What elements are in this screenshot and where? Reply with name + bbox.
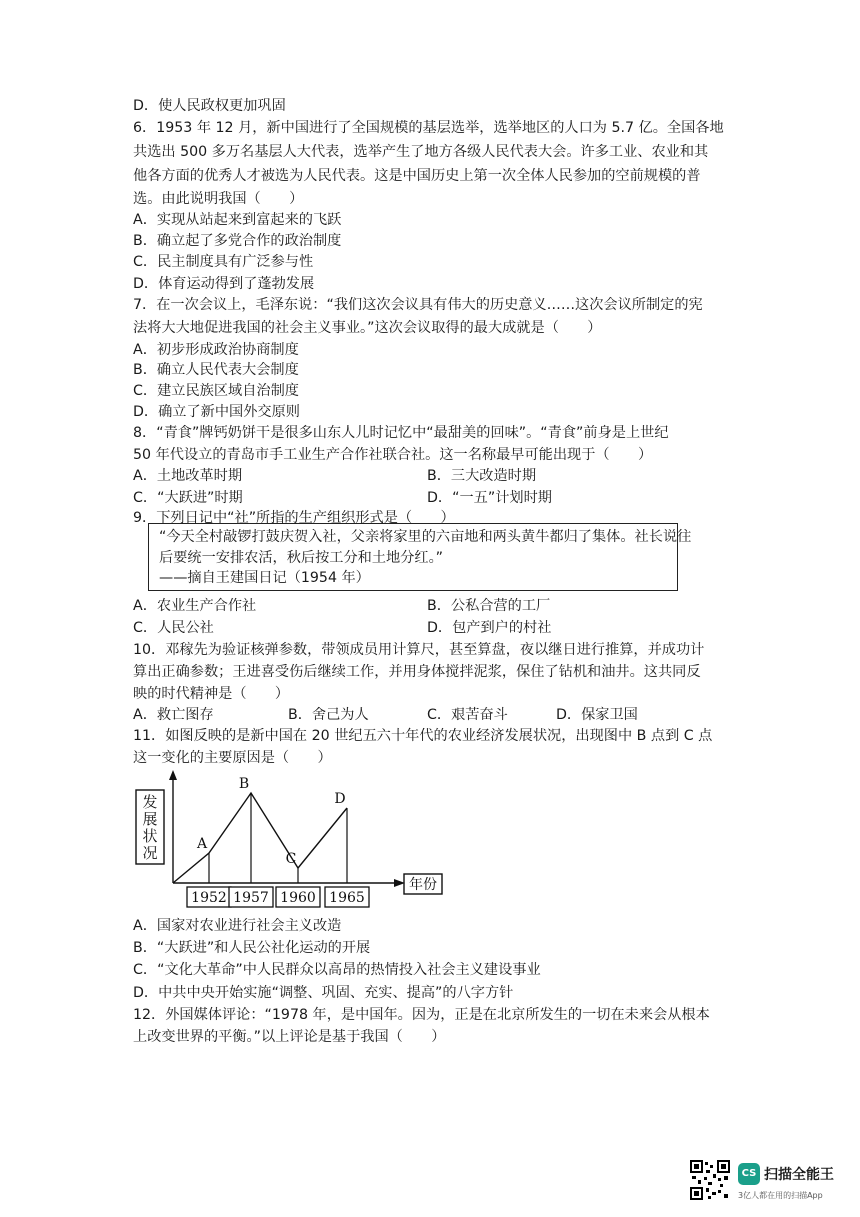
q11-option-c: C．“文化大革命”中人民群众以高昂的热情投入社会主义建设事业 [133, 962, 541, 978]
q8-option-c: C．“大跃进”时期 [133, 490, 243, 506]
q7-option-a: A．初步形成政治协商制度 [133, 342, 299, 358]
q8-option-d: D．“一五”计划时期 [427, 490, 552, 506]
q6-stem-line: 他各方面的优秀人才被选为人民代表。这是中国历史上第一次全体人民参加的空前规模的普 [133, 168, 701, 184]
q11-option-d: D．中共中央开始实施“调整、巩固、充实、提高”的八字方针 [133, 985, 514, 1001]
q12-stem-line: 12．外国媒体评论：“1978 年，是中国年。因为，正是在北京所发生的一切在未来会从根本 [133, 1007, 710, 1023]
q10-option-a: A．救亡图存 [133, 707, 214, 723]
q5-option-d: D．使人民政权更加巩固 [133, 98, 286, 114]
q8-stem-line: 50 年代设立的青岛市手工业生产合作社联合社。这一名称最早可能出现于（ ） [133, 447, 653, 463]
q10-stem-line: 10．邓稼先为验证核弹参数，带领成员用计算尺，甚至算盘，夜以继日进行推算，并成功计 [133, 642, 705, 658]
diary-quote-line: “今天全村敲锣打鼓庆贺入社，父亲将家里的六亩地和两头黄牛都归了集体。社长说往 [159, 529, 692, 545]
diary-quote-line: 后要统一安排农活，秋后按工分和土地分红。” [159, 550, 444, 566]
chart-year-label: 1965 [329, 890, 365, 906]
q9-stem-line: 9．下列日记中“社”所指的生产组织形式是（ ） [133, 510, 455, 526]
chart-year-label: 1952 [191, 890, 227, 906]
q10-option-b: B．舍己为人 [288, 707, 369, 723]
q9-option-a: A．农业生产合作社 [133, 598, 257, 614]
q12-stem-line: 上改变世界的平衡。”以上评论是基于我国（ ） [133, 1029, 446, 1045]
q9-option-d: D．包产到户的村社 [427, 620, 552, 636]
q8-stem-line: 8．“青食”牌钙奶饼干是很多山东人儿时记忆中“最甜美的回味”。“青食”前身是上世纪 [133, 425, 669, 441]
chart-y-axis-arrow [169, 770, 177, 780]
q8-option-a: A．土地改革时期 [133, 468, 243, 484]
chart-point-label: D [334, 791, 346, 807]
agriculture-development-chart [120, 770, 460, 920]
chart-point-label: C [285, 851, 297, 867]
q11-option-b: B．“大跃进”和人民公社化运动的开展 [133, 940, 371, 956]
chart-year-label: 1960 [280, 890, 316, 906]
q10-option-c: C．艰苦奋斗 [427, 707, 508, 723]
q10-stem-line: 算出正确参数；王进喜受伤后继续工作，并用身体搅拌泥浆，保住了钻机和油井。这共同反 [133, 664, 701, 680]
q6-option-a: A．实现从站起来到富起来的飞跃 [133, 212, 342, 228]
q10-option-d: D．保家卫国 [556, 707, 638, 723]
q7-stem-line: 法将大大地促进我国的社会主义事业。”这次会议取得的最大成就是（ ） [133, 320, 602, 336]
q7-stem-line: 7．在一次会议上，毛泽东说：“我们这次会议具有伟大的历史意义……这次会议所制定的宪 [133, 297, 703, 313]
diary-quote-box [148, 523, 692, 591]
q7-option-c: C．建立民族区域自治制度 [133, 383, 299, 399]
qr-code-icon [690, 1160, 730, 1200]
q9-option-c: C．人民公社 [133, 620, 214, 636]
chart-ylabel: 发展状况 [142, 793, 158, 862]
q10-stem-line: 映的时代精神是（ ） [133, 686, 290, 702]
q11-stem-line: 11．如图反映的是新中国在 20 世纪五六十年代的农业经济发展状况，出现图中 B 点到 C 点 [133, 728, 713, 744]
q6-option-b: B．确立起了多党合作的政治制度 [133, 233, 342, 249]
q6-stem-line: 6．1953 年 12 月，新中国进行了全国规模的基层选举，选举地区的人口为 5.7 亿。全国各地 [133, 120, 724, 136]
footer-app-name: 扫描全能王 [764, 1167, 834, 1183]
chart-year-label: 1957 [233, 890, 269, 906]
chart-point-label: B [238, 776, 250, 792]
q7-option-b: B．确立人民代表大会制度 [133, 362, 299, 378]
q6-stem-line: 选。由此说明我国（ ） [133, 191, 304, 207]
q6-option-c: C．民主制度具有广泛参与性 [133, 254, 314, 270]
chart-xlabel: 年份 [409, 877, 437, 893]
q7-option-d: D．确立了新中国外交原则 [133, 404, 300, 420]
camscanner-logo-icon: CS [738, 1163, 760, 1185]
chart-point-label: A [196, 836, 208, 852]
q6-stem-line: 共选出 500 多万名基层人大代表，选举产生了地方各级人民代表大会。许多工业、农业和其 [133, 144, 709, 160]
q11-option-a: A．国家对农业进行社会主义改造 [133, 918, 342, 934]
q8-option-b: B．三大改造时期 [427, 468, 537, 484]
q6-option-d: D．体育运动得到了蓬勃发展 [133, 276, 315, 292]
q9-option-b: B．公私合营的工厂 [427, 598, 551, 614]
diary-quote-source: ——摘自王建国日记（1954 年） [159, 570, 370, 586]
footer-tagline: 3亿人都在用的扫描App [738, 1191, 823, 1200]
q11-stem-line: 这一变化的主要原因是（ ） [133, 750, 332, 766]
